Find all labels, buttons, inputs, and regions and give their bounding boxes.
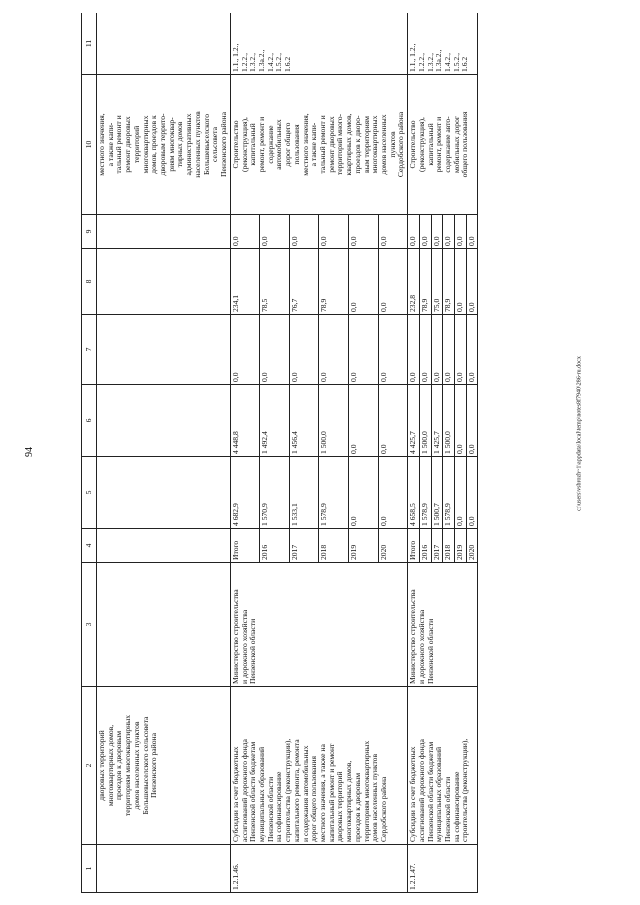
row-description: [230, 687, 407, 845]
footer-file-path: c:\users\vsbrozh~1\appdata\local\temp\notes8f7940\286-ru.docx: [576, 356, 583, 511]
year-cell: 2018: [443, 529, 455, 563]
text-line: ремонт, ремонт и: [256, 116, 266, 173]
text-line: территориям многоквартирных: [361, 740, 371, 842]
value-col6: 1 500,0: [419, 385, 431, 457]
text-line: муниципальных образований: [256, 746, 266, 842]
text-line: дворовых территорий: [97, 730, 106, 801]
header-col-5: 5: [82, 457, 97, 529]
value-col6: 4 448,8: [230, 385, 260, 457]
value-col9: 0,0: [419, 215, 431, 249]
text-line: капитальный: [425, 123, 435, 166]
text-line: общего пользования: [460, 111, 470, 178]
text-line: территориям многоквартирных: [123, 714, 133, 817]
year-cell: 2019: [349, 529, 379, 563]
value-col8: 232,8: [408, 249, 420, 315]
program-table: [81, 13, 478, 893]
text-line: тальный ремонт и: [317, 115, 327, 174]
text-line: 1.6.2: [460, 56, 470, 72]
cont-year-cell: [97, 529, 231, 563]
text-line: капитального ремонта, ремонта: [291, 739, 301, 842]
text-line: домов, проездов к: [149, 115, 159, 174]
text-line: домов населенных: [379, 114, 388, 175]
text-line: строительства (реконструкции),: [283, 738, 293, 842]
text-line: 1.1., 1.2.,: [230, 43, 240, 72]
value-col5: 0,0: [466, 457, 478, 529]
page-number: 94: [24, 447, 35, 457]
value-col9: 0,0: [349, 215, 379, 249]
row-result-lines: [409, 77, 470, 212]
cont-description: [98, 689, 159, 842]
value-col7: 0,0: [431, 315, 443, 385]
value-col8: 0,0: [378, 249, 408, 315]
rotated-table-content: [81, 13, 581, 893]
text-line: многоквартирных: [140, 115, 150, 174]
value-col7: 0,0: [349, 315, 379, 385]
text-line: Министерство строительства: [408, 589, 418, 684]
value-col7: 0,0: [378, 315, 408, 385]
value-col7: 0,0: [289, 315, 319, 385]
value-col7: 0,0: [319, 315, 349, 385]
year-cell: 2016: [419, 529, 431, 563]
year-cell: 2017: [431, 529, 443, 563]
value-col6: 0,0: [466, 385, 478, 457]
row-result-lines: [232, 77, 406, 212]
value-col9: 0,0: [378, 215, 408, 249]
header-col-9: 9: [82, 215, 97, 249]
text-line: Пензенской области бюджетам: [248, 741, 258, 842]
text-line: ассигнований дорожного фонда: [239, 739, 249, 842]
value-col8: 0,0: [466, 249, 478, 315]
text-line: населенных пунктов: [192, 111, 202, 178]
text-line: содержание авто-: [443, 116, 453, 173]
cont-c5: [97, 457, 231, 529]
value-col9: 0,0: [443, 215, 455, 249]
row-indicators-lines: [409, 15, 470, 72]
value-col6: 1 500,0: [319, 385, 349, 457]
value-col8: 78,9: [319, 249, 349, 315]
year-cell: Итого: [408, 529, 420, 563]
text-line: ассигнований дорожного фонда: [416, 739, 426, 842]
text-line: административных: [184, 113, 194, 176]
text-line: и дорожного хозяйства: [239, 609, 249, 684]
cont-responsible-cell: [97, 563, 231, 687]
text-line: многоквартирных: [370, 115, 380, 174]
header-col-4: 4: [82, 529, 97, 563]
text-line: Пензенской области бюджетам: [425, 741, 435, 842]
value-col9: 0,0: [466, 215, 478, 249]
header-row: [82, 13, 97, 893]
header-col-3: 3: [82, 563, 97, 687]
cont-indicator-cell: [97, 13, 231, 75]
text-line: 1.5.2.,: [274, 53, 284, 72]
text-line: Пензенской области: [265, 776, 275, 842]
value-col9: 0,0: [408, 215, 420, 249]
text-line: дворовым террито-: [158, 113, 168, 176]
text-line: содержание: [265, 125, 275, 164]
table-row: [408, 13, 420, 893]
text-line: дорог общего пользования: [309, 755, 319, 842]
table-row: [230, 13, 260, 893]
value-col6: 1 500,0: [443, 385, 455, 457]
text-line: пунктов: [387, 131, 397, 158]
text-line: мобильных дорог: [451, 116, 461, 174]
text-line: 1.3.2.,: [425, 53, 435, 72]
text-line: местного значения, а также на: [317, 744, 327, 842]
text-line: местного значения,: [300, 113, 310, 176]
header-col-1: 1: [82, 845, 97, 893]
text-line: ремонт дворовых: [326, 116, 336, 173]
continuation-row: [97, 13, 231, 893]
value-col9: 0,0: [260, 215, 290, 249]
value-col5: 0,0: [455, 457, 467, 529]
rotated-table-viewport: [81, 13, 581, 893]
value-col8: 78,5: [260, 249, 290, 315]
cont-c7: [97, 315, 231, 385]
text-line: Министерство строительства: [230, 589, 240, 684]
text-line: Большевыселского сельсовета: [140, 716, 150, 815]
text-line: проездов к дворовым: [114, 730, 124, 801]
text-line: Пензенской области: [443, 776, 453, 842]
text-line: территорий много-: [335, 113, 345, 176]
text-line: проездов к дворовым: [352, 772, 362, 842]
value-col9: 0,0: [455, 215, 467, 249]
text-line: 1.5.2.,: [451, 53, 461, 72]
value-col5: 1 570,9: [260, 457, 290, 529]
header-col-8: 8: [82, 249, 97, 315]
row-code: 1.2.1.46.: [230, 845, 407, 893]
text-line: 1.6.2: [283, 56, 293, 72]
value-col8: 76,7: [289, 249, 319, 315]
text-line: Сердобского района: [396, 111, 406, 178]
text-line: 1.1., 1.2.,: [408, 43, 418, 72]
cont-c9: [97, 215, 231, 249]
text-line: 1.3.2.,: [248, 53, 258, 72]
year-cell: Итого: [230, 529, 260, 563]
value-col9: 0,0: [289, 215, 319, 249]
value-col6: 1 425,7: [431, 385, 443, 457]
cont-c8: [97, 249, 231, 315]
text-line: квартирных домов,: [344, 113, 354, 176]
text-line: Пензенской области: [248, 618, 258, 684]
value-col8: 78,9: [419, 249, 431, 315]
text-line: 1.3а.2.,: [256, 49, 266, 72]
text-line: домов населенных пунктов: [370, 753, 380, 842]
text-line: на софинансирование: [274, 771, 284, 842]
text-line: капитальный: [248, 123, 258, 166]
text-line: дворовых территорий: [335, 771, 345, 842]
text-line: многоквартирных домов,: [105, 724, 115, 807]
value-col7: 0,0: [419, 315, 431, 385]
year-cell: 2018: [319, 529, 349, 563]
header-col-2: 2: [82, 687, 97, 845]
value-col8: 78,9: [443, 249, 455, 315]
cont-code-cell: [97, 845, 231, 893]
text-line: дорог общего: [283, 122, 293, 167]
row-result: [408, 75, 478, 215]
text-line: на софинансирование: [451, 771, 461, 842]
text-line: ремонт, ремонт и: [434, 116, 444, 173]
value-col5: 4 658,5: [408, 457, 420, 529]
text-line: проездов к дворо-: [352, 115, 362, 174]
year-cell: 2020: [378, 529, 408, 563]
value-col9: 0,0: [319, 215, 349, 249]
text-line: строительства (реконструкции),: [460, 738, 470, 842]
header-col-6: 6: [82, 385, 97, 457]
text-line: тальный ремонт и: [114, 115, 124, 174]
text-line: сельсовета: [210, 127, 220, 162]
text-line: вым территориям: [361, 116, 371, 173]
value-col7: 0,0: [455, 315, 467, 385]
value-col5: 1 578,9: [319, 457, 349, 529]
row-responsible-lines: [409, 565, 435, 684]
cont-description-cell: [97, 687, 231, 845]
row-result: [230, 75, 407, 215]
text-line: Сердобского района: [379, 776, 388, 842]
value-col7: 0,0: [230, 315, 260, 385]
text-line: Субсидии за счет бюджетных: [230, 746, 240, 842]
text-line: Пензенского района: [219, 112, 229, 177]
row-indicators: [408, 13, 478, 75]
text-line: и содержания автомобильных: [300, 745, 310, 842]
text-line: многоквартирных домов,: [344, 760, 354, 842]
text-line: Пензенской области: [425, 618, 435, 684]
text-line: 1.4.2.,: [265, 53, 275, 72]
text-line: и дорожного хозяйства: [416, 609, 426, 684]
row-description-lines: [409, 689, 470, 842]
row-indicators-lines: [232, 15, 293, 72]
text-line: капитальный ремонт и ремонт: [326, 743, 336, 842]
row-code: 1.2.1.47.: [408, 845, 478, 893]
year-cell: 2016: [260, 529, 290, 563]
value-col5: 0,0: [378, 457, 408, 529]
text-line: а также капи-: [309, 122, 319, 167]
text-line: Строительство: [230, 120, 240, 169]
cont-c6: [97, 385, 231, 457]
value-col9: 0,0: [431, 215, 443, 249]
row-responsible-lines: [232, 565, 258, 684]
value-col5: 4 682,9: [230, 457, 260, 529]
value-col6: 0,0: [378, 385, 408, 457]
row-description-lines: [232, 689, 389, 842]
row-description: [408, 687, 478, 845]
year-cell: 2020: [466, 529, 478, 563]
text-line: 1.4.2.,: [443, 53, 453, 72]
value-col6: 1 456,4: [289, 385, 319, 457]
row-responsible: [408, 563, 478, 687]
text-line: Субсидии за счет бюджетных: [408, 746, 418, 842]
text-line: пользования: [291, 124, 301, 165]
header-col-10: 10: [82, 75, 97, 215]
cont-result-cell: [97, 75, 231, 215]
cont-result: [98, 77, 229, 212]
row-indicators: [230, 13, 407, 75]
text-line: Строительство: [408, 120, 418, 169]
text-line: муниципальных образований: [434, 746, 444, 842]
text-line: а также капи-: [105, 122, 115, 167]
value-col5: 1 578,9: [443, 457, 455, 529]
year-cell: 2017: [289, 529, 319, 563]
value-col8: 0,0: [455, 249, 467, 315]
value-col7: 0,0: [408, 315, 420, 385]
text-line: тирных домов: [175, 121, 185, 168]
value-col5: 1 533,1: [289, 457, 319, 529]
text-line: ремонт дворовых: [123, 116, 133, 173]
value-col6: 1 492,4: [260, 385, 290, 457]
text-line: (реконструкция),: [416, 117, 426, 172]
header-col-11: 11: [82, 13, 97, 75]
text-line: территорий: [131, 125, 141, 164]
text-line: риям многоквар-: [166, 117, 176, 172]
row-responsible: [230, 563, 407, 687]
value-col9: 0,0: [230, 215, 260, 249]
value-col7: 0,0: [443, 315, 455, 385]
text-line: домов населенных пунктов: [131, 721, 141, 810]
text-line: 1.3а.2.,: [434, 49, 444, 72]
text-line: 1.2.2.,: [239, 53, 249, 72]
value-col7: 0,0: [260, 315, 290, 385]
value-col7: 0,0: [466, 315, 478, 385]
value-col5: 1 578,9: [419, 457, 431, 529]
value-col8: 234,1: [230, 249, 260, 315]
year-cell: 2019: [455, 529, 467, 563]
text-line: 1.2.2.,: [416, 53, 426, 72]
value-col6: 0,0: [455, 385, 467, 457]
value-col8: 0,0: [349, 249, 379, 315]
text-line: Пензенского района: [149, 733, 159, 798]
value-col6: 4 425,7: [408, 385, 420, 457]
text-line: (реконструкция),: [239, 117, 249, 172]
value-col6: 0,0: [349, 385, 379, 457]
value-col8: 75,0: [431, 249, 443, 315]
value-col5: 0,0: [349, 457, 379, 529]
value-col5: 1 500,7: [431, 457, 443, 529]
header-col-7: 7: [82, 315, 97, 385]
text-line: автомобильных: [274, 119, 284, 170]
text-line: Большевыселского: [201, 113, 211, 176]
text-line: местного значения,: [97, 113, 106, 176]
